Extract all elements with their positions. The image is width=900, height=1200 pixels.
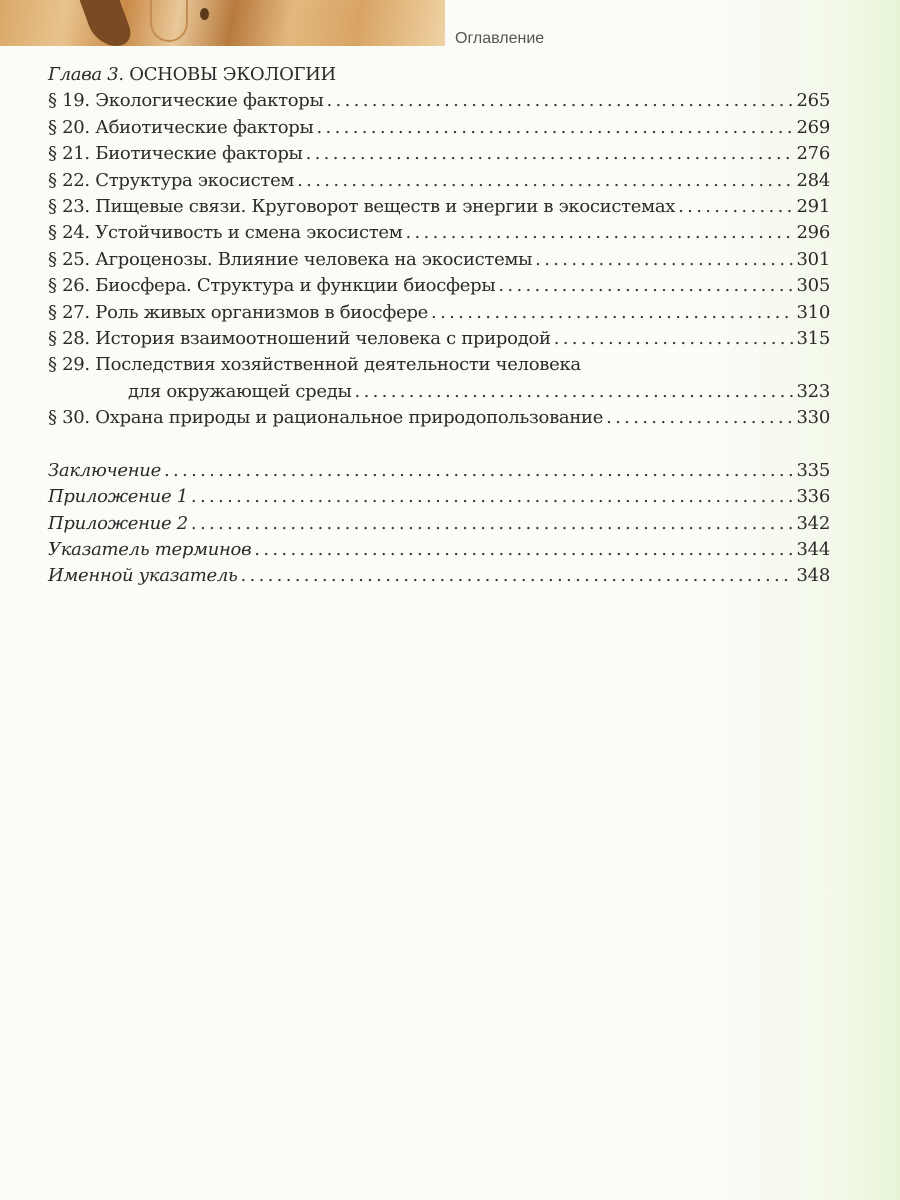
entry-title: Именной указатель — [48, 565, 238, 587]
page-number: 342 — [796, 512, 830, 534]
toc-back-entry[interactable] — [48, 511, 830, 537]
entry-title: § 19. Экологические факторы — [48, 90, 324, 112]
toc-entry-continued[interactable]: для окружающей среды . . . 323 — [48, 379, 830, 405]
dot-leader — [535, 247, 793, 273]
dot-leader — [405, 220, 793, 246]
toc-entry[interactable] — [48, 247, 830, 273]
entry-title: § 30. Охрана природы и рациональное природопользование — [48, 407, 604, 429]
chapter-heading: Глава 3. ОСНОВЫ ЭКОЛОГИИ — [48, 64, 336, 85]
toc-entry[interactable] — [48, 168, 830, 194]
entry-title: § 26. Биосфера. Структура и функции биосферы — [48, 275, 496, 297]
page-number: 335 — [796, 459, 830, 481]
entry-title: § 28. История взаимоотношений человека с природой — [48, 328, 551, 350]
entry-title: Приложение 2 — [48, 512, 188, 534]
dot-leader — [678, 194, 793, 220]
header-photo — [0, 0, 445, 46]
dot-leader — [306, 141, 794, 167]
entry-title: § 20. Абиотические факторы — [48, 116, 314, 138]
entry-title: § 24. Устойчивость и смена экосистем — [48, 222, 403, 244]
entry-title: § 21. Биотические факторы — [48, 143, 303, 165]
page-number: 284 — [796, 169, 830, 191]
dot-leader — [498, 273, 793, 299]
entry-title: § 23. Пищевые связи. Круговорот веществ и энергии в экосистемах — [48, 196, 676, 218]
dot-leader — [327, 88, 794, 114]
page-number: 310 — [796, 301, 830, 323]
toc-entry[interactable] — [48, 88, 830, 114]
dot-leader — [191, 511, 794, 537]
dot-leader — [554, 326, 794, 352]
dot-leader — [355, 379, 794, 405]
toc-entry[interactable] — [48, 194, 830, 220]
entry-title: § 25. Агроценозы. Влияние человека на экосистемы — [48, 248, 533, 270]
toc-entry[interactable] — [48, 220, 830, 246]
toc-back-entry[interactable] — [48, 458, 830, 484]
entry-title: Указатель терминов — [48, 538, 252, 560]
page-number: 301 — [796, 248, 830, 270]
page-number: 291 — [796, 196, 830, 218]
toc-back-entry[interactable] — [48, 537, 830, 563]
page-number: 348 — [796, 565, 830, 587]
page-number: 305 — [796, 275, 830, 297]
entry-title: § 22. Структура экосистем — [48, 169, 295, 191]
dot-leader — [297, 168, 793, 194]
dot-leader — [606, 405, 793, 431]
toc-entry[interactable] — [48, 405, 830, 431]
toc-entry[interactable] — [48, 141, 830, 167]
page-number: 330 — [796, 407, 830, 429]
dot-leader — [241, 563, 794, 589]
page-number: 336 — [796, 486, 830, 508]
dot-leader — [431, 300, 794, 326]
page-number: 296 — [796, 222, 830, 244]
section-title: Оглавление — [455, 30, 545, 47]
dot-leader — [164, 458, 794, 484]
dot-leader — [317, 115, 794, 141]
entry-title: § 27. Роль живых организмов в биосфере — [48, 301, 429, 323]
toc-entry[interactable] — [48, 273, 830, 299]
entry-title: Приложение 1 — [48, 486, 188, 508]
page-number: 323 — [796, 380, 830, 402]
toc-entry[interactable] — [48, 115, 830, 141]
page-number: 269 — [796, 116, 830, 138]
dot-leader — [191, 484, 794, 510]
dot-leader — [254, 537, 793, 563]
toc-entry[interactable] — [48, 326, 830, 352]
entry-title: § 29. Последствия хозяйственной деятельности человека — [48, 354, 581, 376]
table-of-contents — [48, 62, 830, 590]
toc-entry[interactable] — [48, 352, 830, 378]
page-number: 344 — [796, 538, 830, 560]
toc-entry[interactable] — [48, 300, 830, 326]
toc-back-entry[interactable] — [48, 484, 830, 510]
toc-back-entry[interactable] — [48, 563, 830, 589]
page-number: 276 — [796, 143, 830, 165]
entry-title: Заключение — [48, 459, 161, 481]
page-number: 265 — [796, 90, 830, 112]
page-number: 315 — [796, 328, 830, 350]
